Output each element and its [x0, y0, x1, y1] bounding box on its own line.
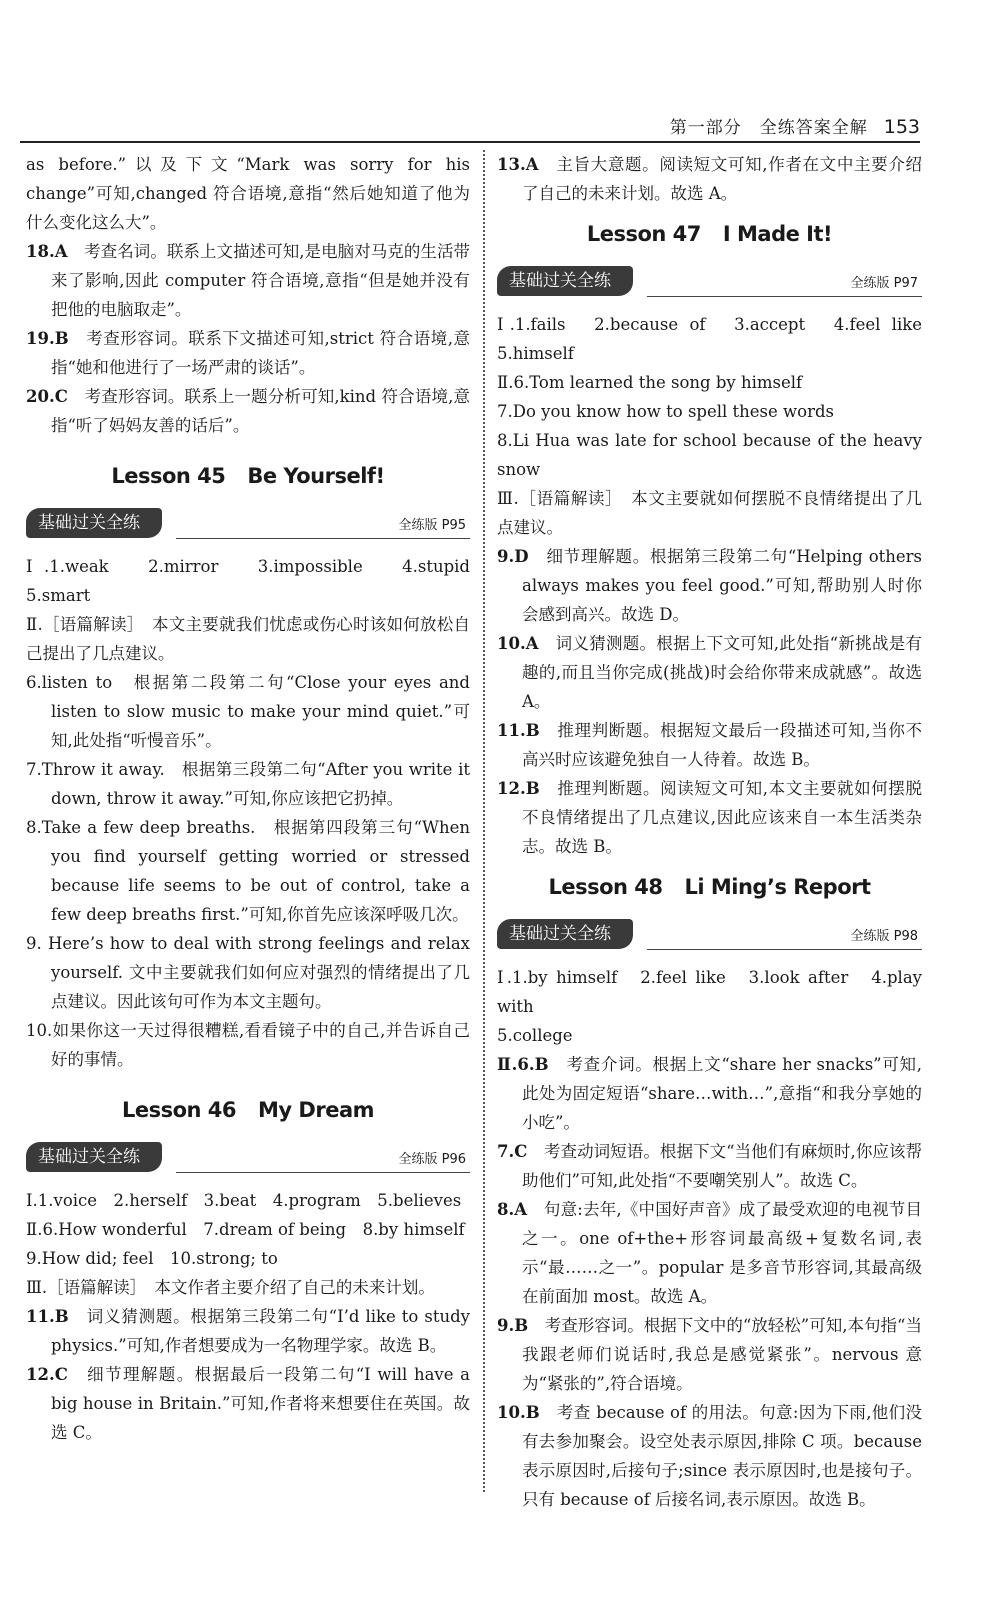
list-item: 9. Here’s how to deal with strong feelings and relax yourself. 文中主要就我们如何应对强烈的情绪提出了几点建议。因此该句可作为本文主题句。: [26, 934, 470, 1011]
list-item: 7.Throw it away. 根据第三段第二句“After you write it down, throw it away.”可知,你应该把它扔掉。: [26, 760, 470, 808]
answer-line: Ⅲ.［语篇解读］ 本文主要就如何摆脱不良情绪提出了几点建议。: [497, 489, 922, 537]
section-bar: [497, 260, 922, 304]
item-number: 18.A: [26, 242, 68, 261]
page-number: 153: [883, 116, 920, 138]
list-item: 8.A 句意:去年,《中国好声音》成了最受欢迎的电视节目之一。one of+the+形容词最高级+复数名词,表示“最……之一”。popular 是多音节形容词,其最高级在前面加 most。故选 A。: [497, 1200, 922, 1306]
section-label: 基础过关全练: [26, 508, 162, 538]
page-reference: 全练版 P98: [850, 929, 918, 944]
answer-line: 7.Do you know how to spell these words: [497, 402, 835, 421]
answer-line: 8.Li Hua was late for school because of the heavy snow: [497, 431, 922, 479]
answer-line: Ⅰ.1.weak 2.mirror 3.impossible 4.stupid 5.smart: [26, 557, 487, 605]
lesson-heading: Lesson 47 I Made It!: [586, 222, 833, 246]
list-item: 8.Take a few deep breaths. 根据第四段第三句“When you find yourself getting worried or stressed because life seems to be out of control, take a few deep breaths first.”可知,你首先应该深呼吸几次。: [26, 818, 470, 924]
list-item: 6.listen to 根据第二段第二句“Close your eyes and listen to slow music to make your mind quiet.”可知,此处指“听慢音乐”。: [26, 673, 470, 750]
section-bar: [26, 502, 470, 546]
right-column: [497, 150, 939, 1514]
lesson-heading: Lesson 46 My Dream: [121, 1098, 375, 1122]
list-item: 9.D 细节理解题。根据第三段第二句“Helping others always makes you feel good.”可知,帮助别人时你会感到高兴。故选 D。: [497, 547, 923, 624]
list-item: 10.A 词义猜测题。根据上下文可知,此处指“新挑战是有趣的,而且当你完成(挑战)时会给你带来成就感”。故选 A。: [497, 634, 923, 711]
list-item: 7.C 考查动词短语。根据下文“当他们有麻烦时,你应该帮助他们”可知,此处指“不要嘲笑别人”。故选 C。: [497, 1142, 923, 1190]
left-column: [26, 150, 487, 1447]
page-header: [670, 108, 920, 138]
answer-line: 9.How did; feel 10.strong; to: [26, 1249, 278, 1268]
answer-line: Ⅱ.6.Tom learned the song by himself: [497, 373, 803, 392]
lesson-heading: Lesson 45 Be Yourself!: [111, 464, 385, 488]
answer-line: 5.college: [497, 1026, 573, 1045]
lesson-heading: Lesson 48 Li Ming’s Report: [548, 875, 871, 899]
answer-line: Ⅲ.［语篇解读］ 本文作者主要介绍了自己的未来计划。: [26, 1278, 435, 1297]
page-reference: 全练版 P96: [398, 1152, 466, 1167]
list-item: 11.B 推理判断题。根据短文最后一段描述可知,当你不高兴时应该避免独自一人待着。故选 B。: [497, 721, 923, 769]
list-item: Ⅱ.6.B 考查介词。根据上文“share her snacks”可知,此处为固定短语“share…with…”,意指“和我分享她的小吃”。: [497, 1055, 922, 1132]
answer-line: Ⅱ.［语篇解读］ 本文主要就我们忧虑或伤心时该如何放松自己提出了几点建议。: [26, 615, 470, 663]
answer-line: Ⅱ.6.How wonderful 7.dream of being 8.by himself: [26, 1220, 465, 1239]
section-bar: [497, 913, 922, 957]
item-number: 19.B: [26, 329, 69, 348]
section-label: 基础过关全练: [497, 266, 633, 296]
section-label: 基础过关全练: [497, 919, 633, 949]
list-item: 18.A 考查名词。联系上文描述可知,是电脑对马克的生活带来了影响,因此 computer 符合语境,意指“但是她并没有把他的电脑取走”。: [26, 242, 471, 319]
section-title: 第一部分 全练答案全解: [669, 118, 868, 138]
section-label: 基础过关全练: [26, 1142, 162, 1172]
list-item: 13.A 主旨大意题。阅读短文可知,作者在文中主要介绍了自己的未来计划。故选 A。: [497, 155, 922, 203]
list-item: 12.C 细节理解题。根据最后一段第二句“I will have a big house in Britain.”可知,作者将来想要住在英国。故选 C。: [26, 1365, 470, 1442]
list-item: 10.B 考查 because of 的用法。句意:因为下雨,他们没有去参加聚会。设空处表示原因,排除 C 项。because 表示原因时,后接句子;since 表示原因时,也是接句子。只有 because of 后接名词,表示原因。故选 B。: [497, 1403, 923, 1509]
answer-line: Ⅰ.1.voice 2.herself 3.beat 4.program 5.believes: [26, 1191, 462, 1210]
list-item: 10.如果你这一天过得很糟糕,看看镜子中的自己,并告诉自己好的事情。: [26, 1021, 470, 1069]
page-reference: 全练版 P95: [398, 518, 466, 533]
column-divider: [483, 150, 485, 1492]
list-item: 19.B 考查形容词。联系下文描述可知,strict 符合语境,意指“她和他进行了一场严肃的谈话”。: [26, 329, 470, 377]
list-item: 20.C 考查形容词。联系上一题分析可知,kind 符合语境,意指“听了妈妈友善的话后”。: [26, 387, 471, 435]
list-item: 11.B 词义猜测题。根据第三段第二句“I’d like to study physics.”可知,作者想要成为一名物理学家。故选 B。: [26, 1307, 470, 1355]
item-number: 20.C: [26, 387, 68, 406]
page-reference: 全练版 P97: [850, 276, 918, 291]
intro-text: as before.”以及下文“Mark was sorry for his change”可知,changed 符合语境,意指“然后她知道了他为什么变化这么大”。: [26, 155, 470, 232]
header-rule: [20, 141, 920, 143]
answer-line: Ⅰ.1.by himself 2.feel like 3.look after 4.play with: [497, 968, 922, 1016]
answer-line: Ⅰ.1.fails 2.because of 3.accept 4.feel like 5.himself: [497, 315, 939, 363]
list-item: 12.B 推理判断题。阅读短文可知,本文主要就如何摆脱不良情绪提出了几点建议,因此应该来自一本生活类杂志。故选 B。: [497, 779, 923, 856]
list-item: 9.B 考查形容词。根据下文中的“放轻松”可知,本句指“当我跟老师们说话时,我总是感觉紧张”。nervous 意为“紧张的”,符合语境。: [497, 1316, 922, 1393]
section-bar: [26, 1136, 470, 1180]
